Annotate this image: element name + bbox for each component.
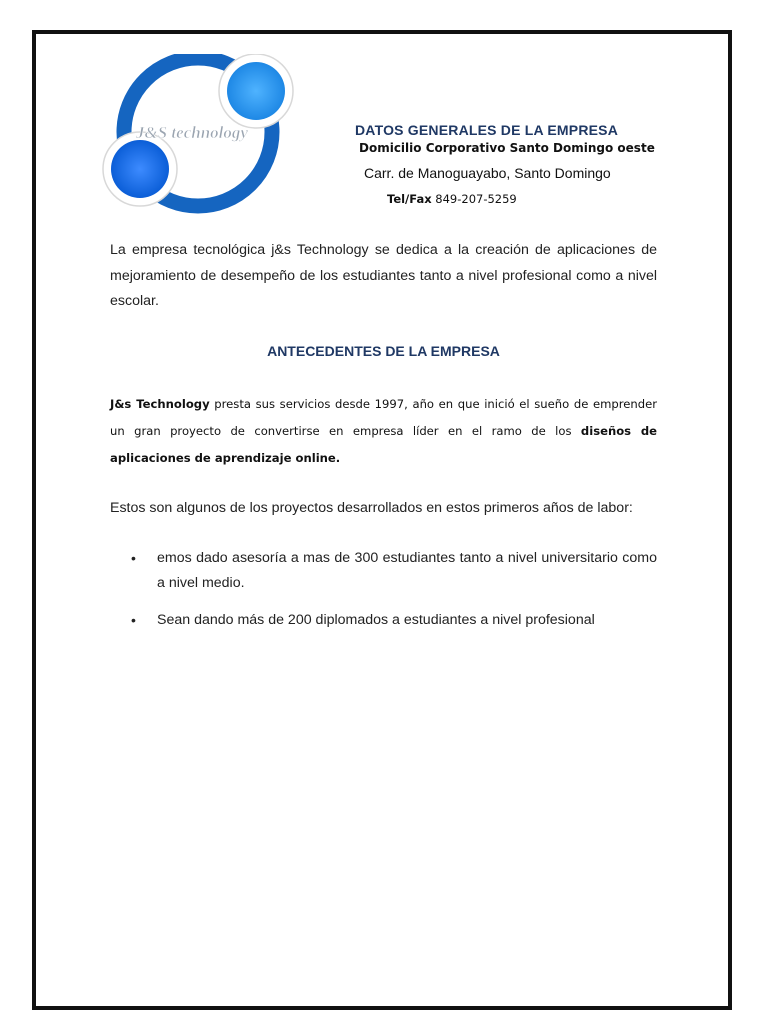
bullet-icon: • bbox=[131, 550, 136, 566]
list-item bbox=[110, 546, 657, 596]
company-data-title: DATOS GENERALES DE LA EMPRESA bbox=[355, 122, 619, 138]
tel-fax bbox=[387, 192, 517, 206]
list-item bbox=[110, 608, 657, 633]
list-item-text: Sean dando más de 200 diplomados a estudiantes a nivel profesional bbox=[157, 612, 595, 628]
background-highlight: diseños de aplicaciones de aprendizaje online. bbox=[110, 424, 657, 465]
intro-paragraph: La empresa tecnológica j&s Technology se dedica a la creación de aplicaciones de mejoramiento de desempeño de los estudiantes tanto a nivel profesional como a nivel escolar. bbox=[110, 242, 657, 309]
company-logo bbox=[102, 54, 298, 214]
company-name-bold: J&s Technology bbox=[110, 397, 210, 411]
corporate-address-label: Domicilio Corporativo Santo Domingo oeste bbox=[359, 141, 655, 155]
background-paragraph bbox=[110, 391, 657, 472]
logo-text: J&S technology bbox=[136, 123, 248, 142]
projects-intro: Estos son algunos de los proyectos desarrollados en estos primeros años de labor: bbox=[110, 500, 633, 516]
list-item-text: emos dado asesoría a mas de 300 estudiantes tanto a nivel universitario como a nivel medio. bbox=[157, 550, 657, 591]
tel-fax-label: Tel/Fax bbox=[387, 192, 432, 206]
tel-fax-number: 849-207-5259 bbox=[435, 192, 517, 206]
background-text: presta sus servicios desde 1997, año en que inició el sueño de emprender un gran proyecto de convertirse en empresa líder en el ramo de los bbox=[110, 397, 657, 438]
bullet-icon: • bbox=[131, 612, 136, 628]
background-section-title: ANTECEDENTES DE LA EMPRESA bbox=[267, 343, 500, 359]
street-address: Carr. de Manoguayabo, Santo Domingo bbox=[364, 165, 611, 181]
projects-list bbox=[110, 546, 657, 645]
